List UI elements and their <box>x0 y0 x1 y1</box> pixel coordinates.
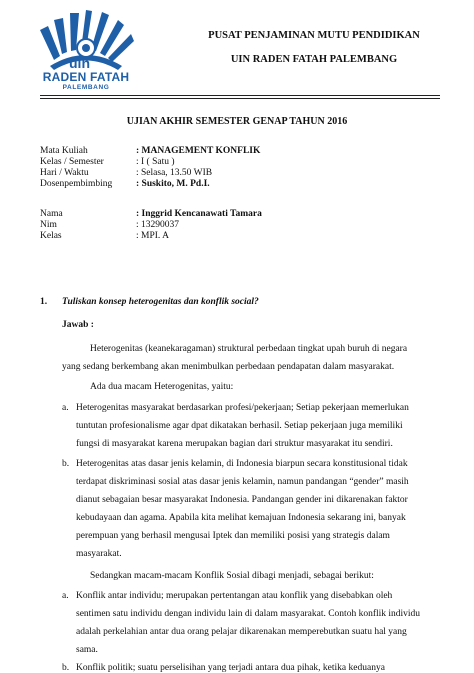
answer-label: Jawab : <box>62 320 94 330</box>
list-item-line: Heterogenitas masyarakat berdasarkan profesi/pekerjaan; Setiap pekerjaan memerlukan <box>76 403 409 413</box>
student-info-label: Nim <box>40 220 57 230</box>
list-item-line: adalah perkelahian antar dua orang pelajar dikarenakan memperebutkan suatu hal yang <box>76 627 407 637</box>
header-rule <box>40 95 440 96</box>
question-text: Tuliskan konsep heterogenitas dan konflik social? <box>62 297 259 307</box>
list-item-line: Heterogenitas atas dasar jenis kelamin, di Indonesia biarpun secara konstitusional tidak <box>76 459 408 469</box>
paragraph-line: Ada dua macam Heterogenitas, yaitu: <box>90 382 234 392</box>
list-item-line: fungsi di masyarakat karena merupakan bagian dari struktur masyarakat itu sendiri. <box>76 439 393 449</box>
university-logo <box>36 8 136 100</box>
logo-line1: RADEN FATAH <box>42 70 130 84</box>
student-info-value: : MPI. A <box>136 231 169 241</box>
institution-line1: PUSAT PENJAMINAN MUTU PENDIDIKAN <box>208 30 420 41</box>
list-item-line: perempuan yang berhasil mengusai Iptek dan memiliki posisi yang strategis dalam <box>76 531 390 541</box>
paragraph-line: yang sedang berkembang akan menimbulkan perbedaan pendapatan dalam masyarakat. <box>62 362 395 372</box>
list-item-line: sama. <box>76 645 98 655</box>
student-info-value: : Inggrid Kencanawati Tamara <box>136 209 262 219</box>
course-info-label: Dosenpembimbing <box>40 179 113 189</box>
logo-uin-mark: uin <box>69 55 90 71</box>
course-info-value: : Selasa, 13.50 WIB <box>136 168 213 178</box>
list-marker: a. <box>62 591 69 601</box>
header-rule <box>40 98 440 99</box>
logo-line2: PALEMBANG <box>62 84 110 91</box>
course-info-value: : I ( Satu ) <box>136 157 175 167</box>
paragraph-line: Sedangkan macam-macam Konflik Sosial dibagi menjadi, sebagai berikut: <box>90 571 374 581</box>
list-marker: a. <box>62 403 69 413</box>
list-marker: b. <box>62 663 70 673</box>
paragraph-line: Heterogenitas (keanekaragaman) struktural perbedaan tingkat upah buruh di negara <box>90 344 408 354</box>
list-item-line: masyarakat. <box>76 549 122 559</box>
list-item-line: kebudayaan dan agama. Apabila kita melihat kemajuan Indonesia sekarang ini, banyak <box>76 513 406 523</box>
course-info-label: Kelas / Semester <box>40 157 104 167</box>
course-info-value: : Suskito, M. Pd.I. <box>136 179 210 189</box>
list-item-line: dianut sebagaian besar masyarakat Indonesia. Pandangan gender ini dikarenakan faktor <box>76 495 408 505</box>
course-info-label: Hari / Waktu <box>40 168 89 178</box>
list-marker: b. <box>62 459 70 469</box>
student-info-label: Kelas <box>40 231 62 241</box>
list-item-line: Konflik antar individu; merupakan pertentangan atau konflik yang disebabkan oleh <box>76 591 393 601</box>
question-number: 1. <box>40 297 48 307</box>
course-info-label: Mata Kuliah <box>40 146 88 156</box>
exam-title: UJIAN AKHIR SEMESTER GENAP TAHUN 2016 <box>126 116 348 127</box>
institution-line2: UIN RADEN FATAH PALEMBANG <box>230 54 398 65</box>
list-item-line: terdapat diskriminasi sosial atas dasar jenis kelamin, namun pandangan “gender” masih <box>76 477 409 487</box>
list-item-line: tuntutan profesionalisme agar dpat dikatakan berhasil. Setiap pekerjaan juga memiliki <box>76 421 403 431</box>
course-info-value: : MANAGEMENT KONFLIK <box>136 146 261 156</box>
list-item-line: Konflik politik; suatu perselisihan yang terjadi antara dua pihak, ketika keduanya <box>76 663 385 673</box>
student-info-value: : 13290037 <box>136 220 180 230</box>
list-item-line: sentimen satu individu dengan individu lain di dalam masyarakat. Contoh konflik individu <box>76 609 421 619</box>
student-info-label: Nama <box>40 209 63 219</box>
